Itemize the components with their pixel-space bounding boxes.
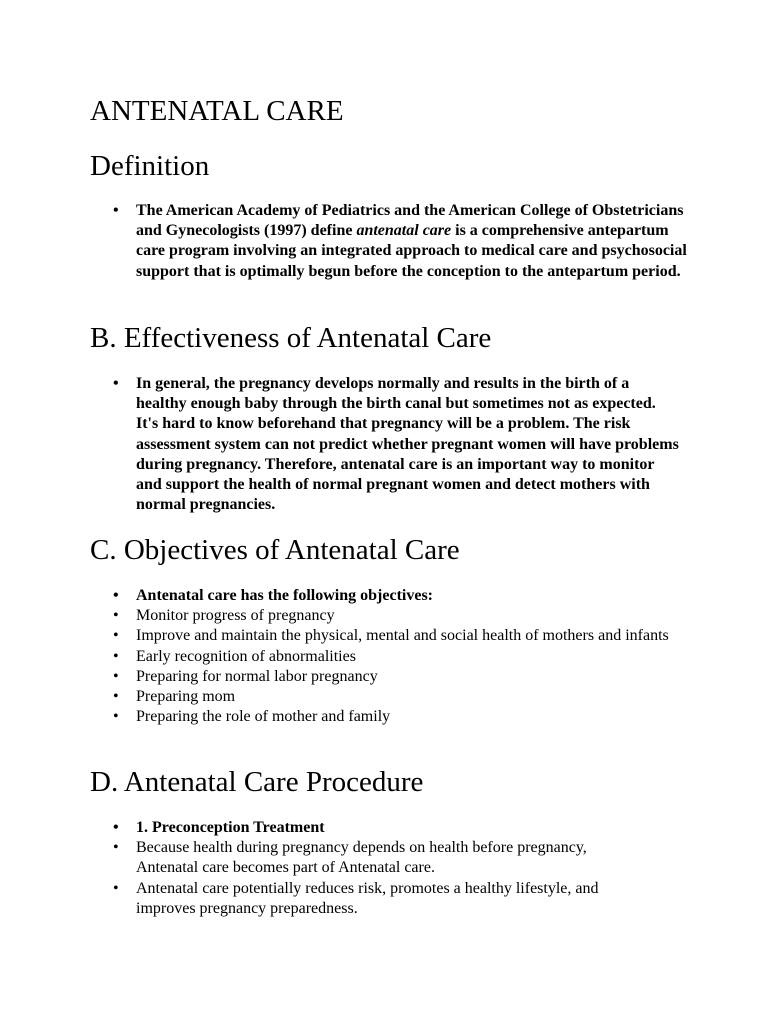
section-heading-definition: Definition bbox=[90, 150, 210, 182]
list-item bbox=[90, 201, 690, 282]
list-item: • 1. Preconception Treatment bbox=[90, 818, 650, 838]
objectives-list bbox=[90, 586, 670, 727]
list-item: • Preparing mom bbox=[90, 687, 670, 707]
procedure-list bbox=[90, 818, 650, 919]
effectiveness-list bbox=[90, 374, 680, 515]
list-item: • Monitor progress of pregnancy bbox=[90, 606, 670, 626]
definition-text-start: The American Academy of Pediatrics and the American College of Obstetricians and Gynecologists (1997) define bbox=[136, 202, 684, 240]
section-heading-effectiveness: B. Effectiveness of Antenatal Care bbox=[90, 322, 492, 354]
definition-text-end: is a comprehensive antepartum care program involving an integrated approach to medical care and psychosocial support that is optimally begun before the conception to the antepartum period. bbox=[136, 222, 687, 280]
list-item: • In general, the pregnancy develops normally and results in the birth of a healthy enough baby through the birth canal but sometimes not as expected. It's hard to know beforehand that pregnancy will be a problem. The risk assessment system can not predict whether pregnant women will have problems during pregnancy. Therefore, antenatal care is an important way to monitor and support the health of normal pregnant women and detect mothers with normal pregnancies. bbox=[90, 374, 680, 515]
list-item: • Preparing the role of mother and family bbox=[90, 707, 670, 727]
section-heading-objectives: C. Objectives of Antenatal Care bbox=[90, 534, 460, 566]
section-heading-procedure: D. Antenatal Care Procedure bbox=[90, 766, 424, 798]
definition-emphasis: antenatal care bbox=[356, 222, 452, 240]
list-item: • Preparing for normal labor pregnancy bbox=[90, 667, 670, 687]
list-item: • Improve and maintain the physical, mental and social health of mothers and infants bbox=[90, 626, 670, 646]
definition-list bbox=[90, 201, 690, 282]
document-title: ANTENATAL CARE bbox=[90, 95, 344, 127]
list-item: • Antenatal care has the following objectives: bbox=[90, 586, 670, 606]
list-item: • Early recognition of abnormalities bbox=[90, 647, 670, 667]
list-item: • Antenatal care potentially reduces risk, promotes a healthy lifestyle, and improves pregnancy preparedness. bbox=[90, 879, 650, 919]
list-item: • Because health during pregnancy depends on health before pregnancy, Antenatal care becomes part of Antenatal care. bbox=[90, 838, 650, 878]
